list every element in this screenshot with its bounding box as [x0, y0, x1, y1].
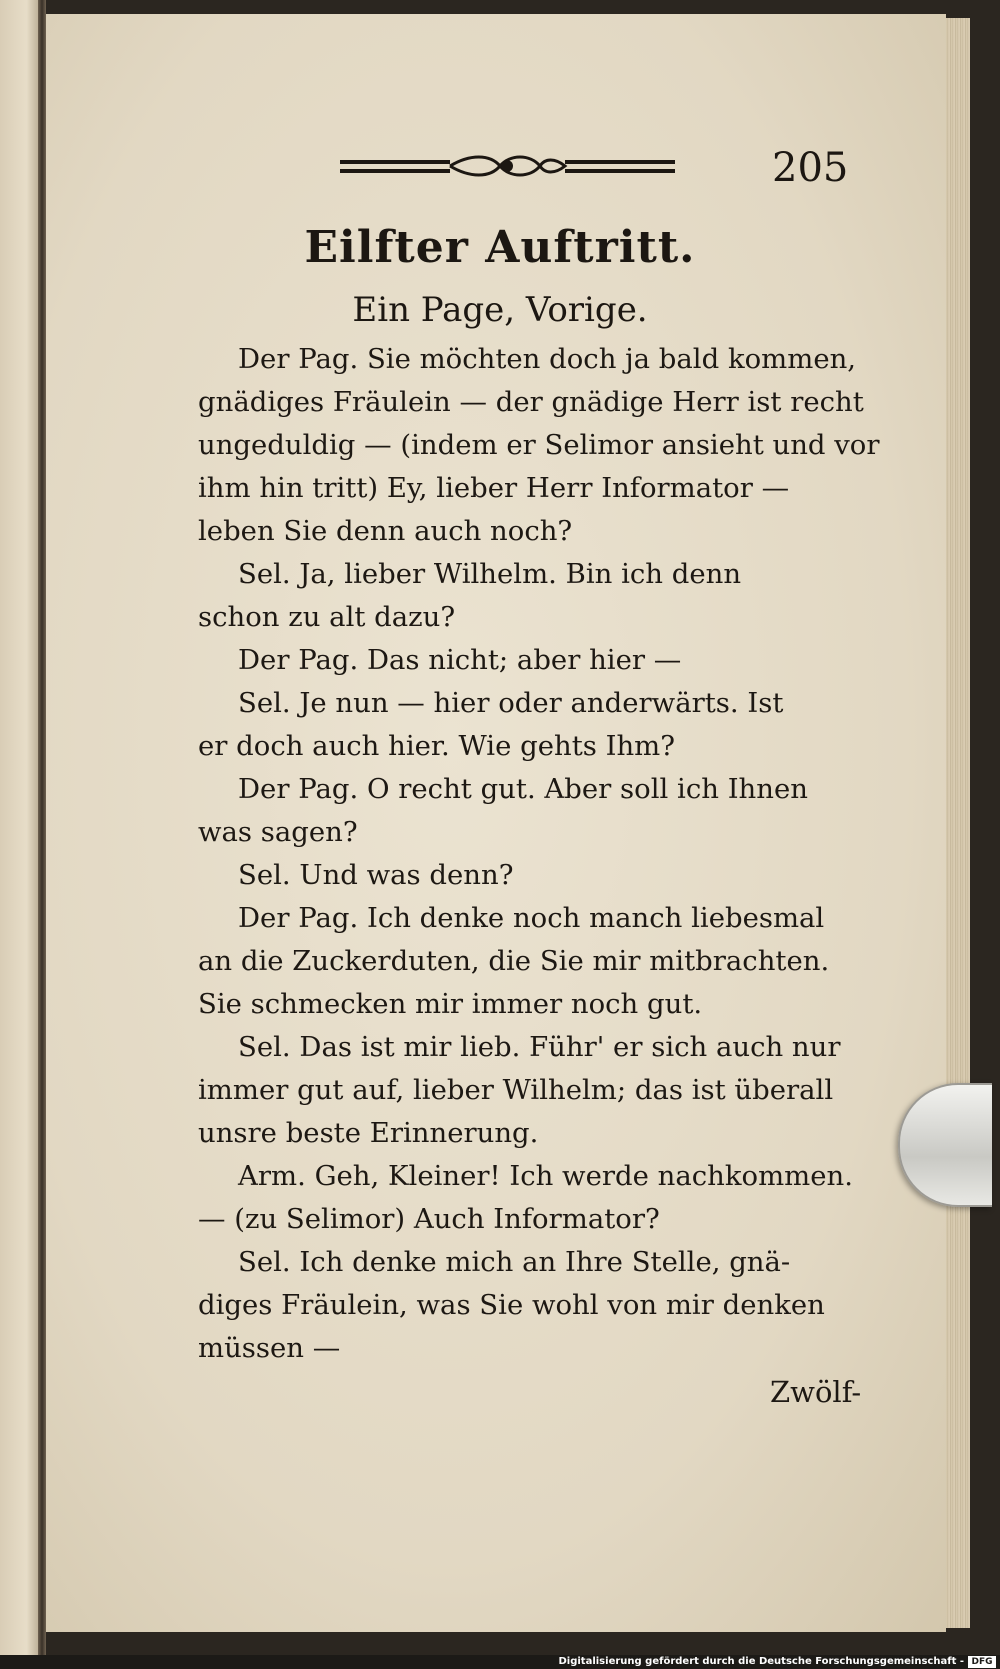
- ornament-rule-icon: [340, 152, 675, 182]
- text-line: ungeduldig — (indem er Selimor ansieht und vor: [198, 429, 880, 461]
- text-line: müssen —: [198, 1332, 341, 1364]
- catchword: Zwölf-: [770, 1375, 862, 1409]
- text-line: Der Pag. Das nicht; aber hier —: [238, 644, 682, 676]
- scene-heading: Eilfter Auftritt.: [304, 222, 696, 273]
- footer-bar: [0, 1655, 1000, 1669]
- text-line: schon zu alt dazu?: [198, 601, 456, 633]
- text-line: leben Sie denn auch noch?: [198, 515, 573, 547]
- text-line: Sel. Ich denke mich an Ihre Stelle, gnä-: [238, 1246, 791, 1278]
- scene-characters: Ein Page, Vorige.: [352, 290, 648, 330]
- text-line: Sie schmecken mir immer noch gut.: [198, 988, 703, 1020]
- text-line: Arm. Geh, Kleiner! Ich werde nachkommen.: [238, 1160, 853, 1192]
- text-line: — (zu Selimor) Auch Informator?: [198, 1203, 660, 1235]
- text-line: Sel. Je nun — hier oder anderwärts. Ist: [238, 687, 784, 719]
- text-line: er doch auch hier. Wie gehts Ihm?: [198, 730, 676, 762]
- text-line: immer gut auf, lieber Wilhelm; das ist überall: [198, 1074, 834, 1106]
- text-line: Sel. Das ist mir lieb. Führ' er sich auch nur: [238, 1031, 841, 1063]
- text-line: unsre beste Erinnerung.: [198, 1117, 539, 1149]
- text-line: Der Pag. O recht gut. Aber soll ich Ihnen: [238, 773, 808, 805]
- page-number: 205: [772, 145, 849, 191]
- text-line: Der Pag. Sie möchten doch ja bald kommen,: [238, 343, 857, 375]
- text-line: was sagen?: [198, 816, 358, 848]
- text-line: diges Fräulein, was Sie wohl von mir denken: [198, 1289, 825, 1321]
- text-line: Sel. Ja, lieber Wilhelm. Bin ich denn: [238, 558, 742, 590]
- text-line: Sel. Und was denn?: [238, 859, 514, 891]
- body-text: [198, 338, 880, 1370]
- footer-credit: Digitalisierung gefördert durch die Deutsche Forschungsgemeinschaft -: [558, 1656, 964, 1667]
- text-line: an die Zuckerduten, die Sie mir mitbrachten.: [198, 945, 830, 977]
- dfg-logo: DFG: [968, 1656, 996, 1668]
- text-line: gnädiges Fräulein — der gnädige Herr ist recht: [198, 386, 864, 418]
- text-line: Der Pag. Ich denke noch manch liebesmal: [238, 902, 825, 934]
- text-line: ihm hin tritt) Ey, lieber Herr Informator —: [198, 472, 790, 504]
